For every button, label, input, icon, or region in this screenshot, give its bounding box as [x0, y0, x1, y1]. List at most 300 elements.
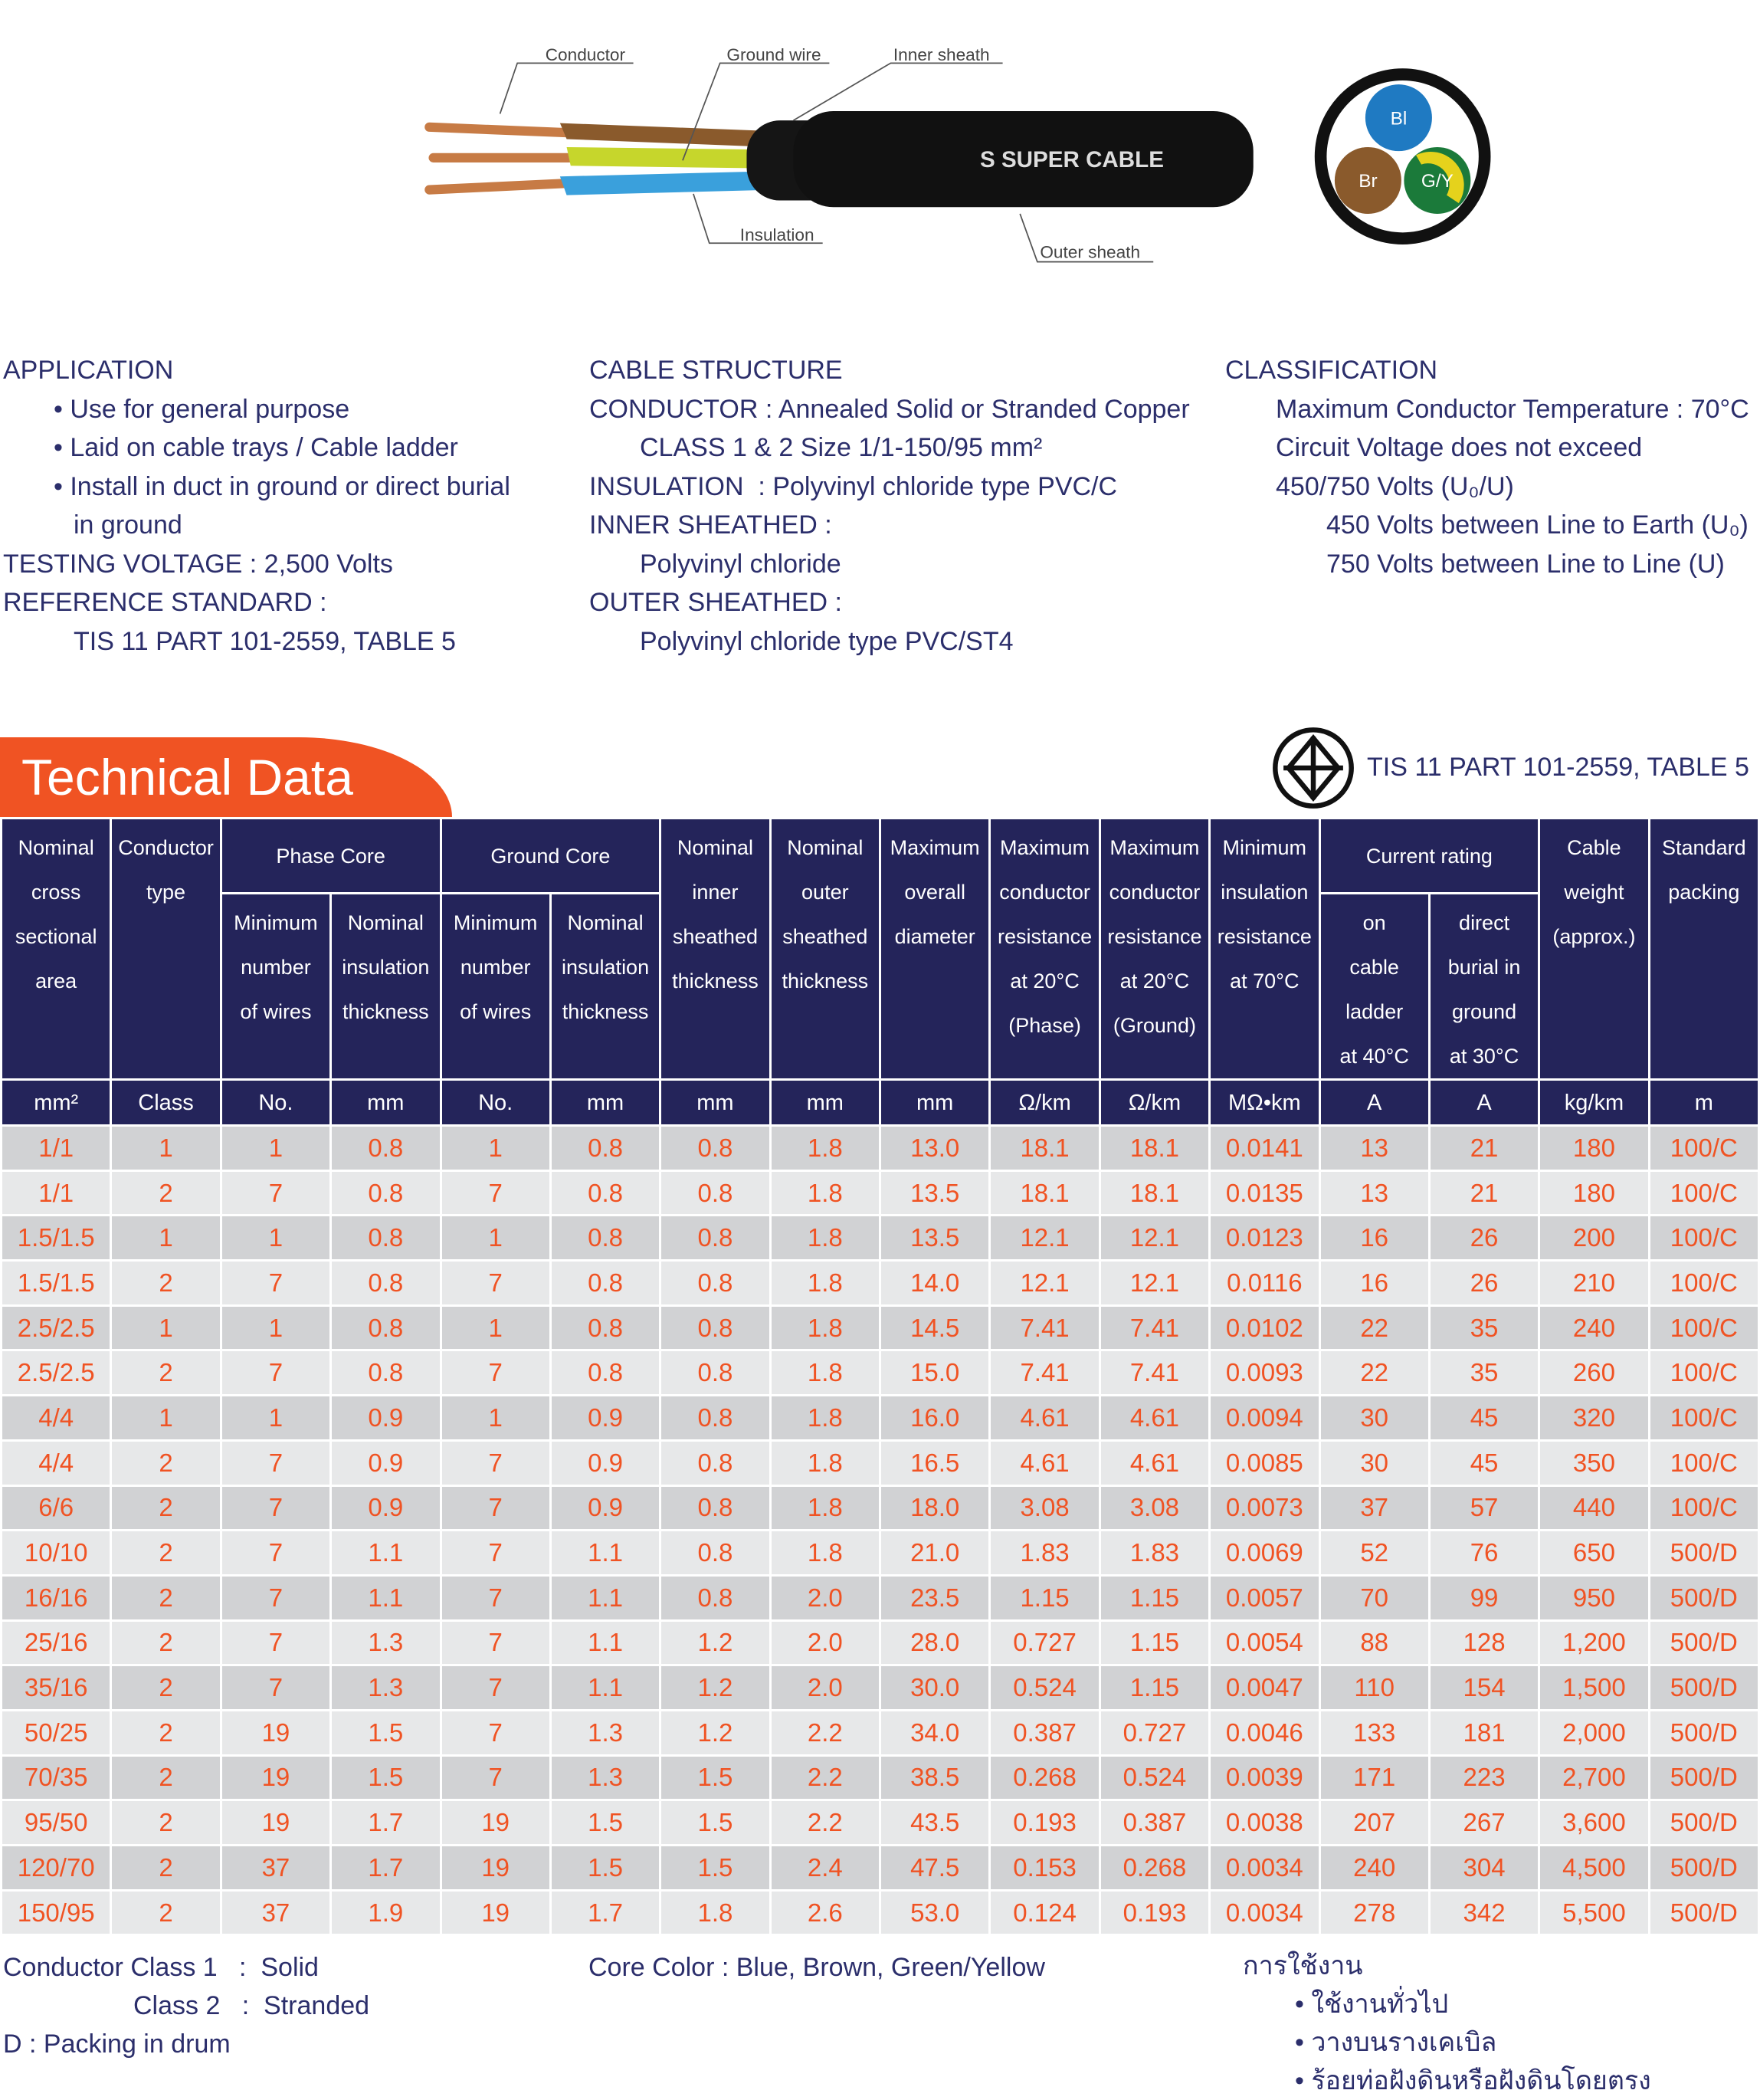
table-cell: 0.8 [660, 1170, 770, 1216]
table-cell: 0.0123 [1210, 1216, 1319, 1261]
column-unit: No. [441, 1080, 550, 1126]
column-unit: A [1319, 1080, 1429, 1126]
column-subheader: Minimum number of wires [221, 894, 330, 1080]
table-cell: 4,500 [1539, 1846, 1649, 1891]
table-cell: 18.0 [880, 1485, 990, 1531]
table-cell: 120/70 [2, 1846, 111, 1891]
table-cell: 3.08 [990, 1485, 1100, 1531]
table-cell: 1.8 [770, 1396, 880, 1441]
table-cell: 1.7 [331, 1800, 441, 1846]
table-cell: 0.8 [660, 1261, 770, 1306]
table-cell: 10/10 [2, 1531, 111, 1576]
table-cell: 260 [1539, 1350, 1649, 1396]
table-cell: 2 [111, 1575, 221, 1620]
table-cell: 45 [1429, 1440, 1539, 1485]
brand-logo: S SUPER CABLE [980, 147, 1164, 173]
core-blue: Bl [1390, 108, 1408, 130]
table-cell: 500/D [1649, 1710, 1758, 1755]
table-cell: 16 [1319, 1216, 1429, 1261]
table-cell: 1 [441, 1396, 550, 1441]
table-cell: 1 [111, 1216, 221, 1261]
table-cell: 1.5 [331, 1710, 441, 1755]
table-cell: 0.8 [550, 1170, 660, 1216]
table-cell: 7 [441, 1575, 550, 1620]
table-cell: 1.8 [770, 1531, 880, 1576]
table-cell: 1.8 [770, 1126, 880, 1171]
table-cell: 0.0046 [1210, 1710, 1319, 1755]
table-cell: 25/16 [2, 1620, 111, 1665]
table-cell: 0.8 [550, 1126, 660, 1171]
column-header: Nominal inner sheathed thickness [660, 819, 770, 1080]
table-cell: 16/16 [2, 1575, 111, 1620]
table-cell: 18.1 [1100, 1170, 1209, 1216]
table-cell: 2.6 [770, 1890, 880, 1935]
table-cell: 4.61 [1100, 1396, 1209, 1441]
table-cell: 2.5/2.5 [2, 1305, 111, 1350]
table-cell: 500/D [1649, 1620, 1758, 1665]
table-cell: 100/C [1649, 1216, 1758, 1261]
table-cell: 180 [1539, 1126, 1649, 1171]
table-cell: 13 [1319, 1170, 1429, 1216]
table-row [2, 1440, 1759, 1485]
table-cell: 19 [441, 1846, 550, 1891]
classification-line: Maximum Conductor Temperature : 70°C [1276, 394, 1749, 424]
table-cell: 0.8 [660, 1531, 770, 1576]
table-cell: 0.727 [1100, 1710, 1209, 1755]
table-cell: 0.0038 [1210, 1800, 1319, 1846]
table-cell: 0.8 [660, 1216, 770, 1261]
table-cell: 4/4 [2, 1396, 111, 1441]
table-cell: 7.41 [990, 1305, 1100, 1350]
table-cell: 0.0093 [1210, 1350, 1319, 1396]
table-cell: 12.1 [990, 1261, 1100, 1306]
table-cell: 7 [221, 1620, 330, 1665]
table-cell: 45 [1429, 1396, 1539, 1441]
classification-line: 450/750 Volts (U₀/U) [1276, 471, 1514, 501]
table-cell: 7 [221, 1170, 330, 1216]
table-cell: 2 [111, 1620, 221, 1665]
table-cell: 21.0 [880, 1531, 990, 1576]
table-cell: 22 [1319, 1305, 1429, 1350]
table-cell: 53.0 [880, 1890, 990, 1935]
table-cell: 128 [1429, 1620, 1539, 1665]
table-cell: 5,500 [1539, 1890, 1649, 1935]
application-item: • Laid on cable trays / Cable ladder [54, 433, 458, 462]
table-cell: 240 [1319, 1846, 1429, 1891]
column-unit: m [1649, 1080, 1758, 1126]
table-cell: 1.15 [1100, 1620, 1209, 1665]
table-cell: 99 [1429, 1575, 1539, 1620]
table-cell: 57 [1429, 1485, 1539, 1531]
table-cell: 0.193 [990, 1800, 1100, 1846]
column-header: Standard packing [1649, 819, 1758, 1080]
table-cell: 19 [221, 1755, 330, 1800]
label-insulation: Insulation [739, 225, 814, 244]
insulation-label: INSULATION [589, 471, 744, 501]
table-cell: 500/D [1649, 1665, 1758, 1711]
table-cell: 16.0 [880, 1396, 990, 1441]
table-cell: 1.2 [660, 1710, 770, 1755]
table-cell: 180 [1539, 1170, 1649, 1216]
table-cell: 30 [1319, 1440, 1429, 1485]
table-cell: 350 [1539, 1440, 1649, 1485]
table-cell: 0.0069 [1210, 1531, 1319, 1576]
cable-diagram [0, 0, 1760, 314]
table-cell: 7 [221, 1665, 330, 1711]
table-cell: 19 [221, 1710, 330, 1755]
outer-sheathed-value: Polyvinyl chloride type PVC/ST4 [640, 626, 1014, 656]
footer-thai-title: การใช้งาน [1243, 1951, 1363, 1980]
column-header: Phase Core [221, 819, 441, 894]
table-cell: 7 [221, 1485, 330, 1531]
table-cell: 0.524 [1100, 1755, 1209, 1800]
table-cell: 1 [441, 1305, 550, 1350]
table-cell: 2 [111, 1846, 221, 1891]
table-cell: 0.0085 [1210, 1440, 1319, 1485]
label-inner-sheath: Inner sheath [893, 44, 990, 64]
table-cell: 2.2 [770, 1710, 880, 1755]
table-cell: 1 [221, 1396, 330, 1441]
table-cell: 95/50 [2, 1800, 111, 1846]
table-cell: 0.8 [660, 1126, 770, 1171]
table-cell: 38.5 [880, 1755, 990, 1800]
table-cell: 0.8 [331, 1261, 441, 1306]
table-cell: 0.0054 [1210, 1620, 1319, 1665]
table-cell: 0.9 [331, 1396, 441, 1441]
table-cell: 34.0 [880, 1710, 990, 1755]
table-cell: 0.8 [550, 1261, 660, 1306]
table-cell: 4.61 [990, 1396, 1100, 1441]
table-cell: 0.8 [660, 1350, 770, 1396]
table-cell: 7 [221, 1575, 330, 1620]
table-cell: 1 [221, 1216, 330, 1261]
table-cell: 14.0 [880, 1261, 990, 1306]
table-cell: 1.2 [660, 1665, 770, 1711]
table-cell: 1,500 [1539, 1665, 1649, 1711]
table-cell: 2.4 [770, 1846, 880, 1891]
table-cell: 50/25 [2, 1710, 111, 1755]
application-item: • Use for general purpose [54, 394, 350, 424]
reference-standard-title: REFERENCE STANDARD : [3, 588, 327, 617]
table-cell: 500/D [1649, 1800, 1758, 1846]
label-outer-sheath: Outer sheath [1040, 242, 1141, 262]
table-row [2, 1170, 1759, 1216]
table-cell: 28.0 [880, 1620, 990, 1665]
table-cell: 0.8 [660, 1440, 770, 1485]
table-cell: 1.5 [331, 1755, 441, 1800]
table-cell: 1.15 [990, 1575, 1100, 1620]
table-cell: 7 [221, 1350, 330, 1396]
table-cell: 14.5 [880, 1305, 990, 1350]
table-cell: 15.0 [880, 1350, 990, 1396]
table-cell: 1.1 [550, 1665, 660, 1711]
table-cell: 0.193 [1100, 1890, 1209, 1935]
table-cell: 1.2 [660, 1620, 770, 1665]
column-header: Nominal cross sectional area [2, 819, 111, 1080]
table-cell: 100/C [1649, 1350, 1758, 1396]
table-cell: 7 [441, 1710, 550, 1755]
table-cell: 1.5 [660, 1755, 770, 1800]
table-cell: 3.08 [1100, 1485, 1209, 1531]
table-cell: 16 [1319, 1261, 1429, 1306]
table-cell: 0.8 [660, 1396, 770, 1441]
table-cell: 1/1 [2, 1126, 111, 1171]
table-row [2, 1665, 1759, 1711]
tis-standard-label: TIS 11 PART 101-2559, TABLE 5 [1367, 753, 1749, 782]
table-cell: 7 [221, 1261, 330, 1306]
table-cell: 47.5 [880, 1846, 990, 1891]
table-cell: 2,000 [1539, 1710, 1649, 1755]
core-green-yellow: G/Y [1421, 171, 1454, 192]
column-subheader: on cable ladder at 40°C [1319, 894, 1429, 1080]
table-cell: 1 [221, 1126, 330, 1171]
conductor-label: CONDUCTOR : [589, 394, 773, 424]
table-cell: 1.5 [660, 1846, 770, 1891]
table-cell: 30.0 [880, 1665, 990, 1711]
table-cell: 1.1 [550, 1531, 660, 1576]
column-header: Cable weight (approx.) [1539, 819, 1649, 1080]
table-cell: 18.1 [1100, 1126, 1209, 1171]
tis-logo-icon [1272, 727, 1355, 809]
table-cell: 35 [1429, 1305, 1539, 1350]
table-cell: 500/D [1649, 1846, 1758, 1891]
column-header: Minimum insulation resistance at 70°C [1210, 819, 1319, 1080]
table-cell: 0.8 [550, 1350, 660, 1396]
table-cell: 0.0039 [1210, 1755, 1319, 1800]
table-cell: 500/D [1649, 1890, 1758, 1935]
classification-title: CLASSIFICATION [1225, 356, 1438, 385]
table-cell: 88 [1319, 1620, 1429, 1665]
cable-illustration [429, 111, 1253, 207]
table-cell: 0.0034 [1210, 1890, 1319, 1935]
table-cell: 21 [1429, 1170, 1539, 1216]
table-cell: 2 [111, 1531, 221, 1576]
table-cell: 0.8 [660, 1485, 770, 1531]
table-cell: 1 [221, 1305, 330, 1350]
table-row [2, 1350, 1759, 1396]
column-unit: Ω/km [1100, 1080, 1209, 1126]
footer-class1: Conductor Class 1 : Solid [3, 1953, 319, 1982]
table-cell: 440 [1539, 1485, 1649, 1531]
table-cell: 76 [1429, 1531, 1539, 1576]
cable-structure-section [589, 351, 1190, 661]
reference-standard-value: TIS 11 PART 101-2559, TABLE 5 [74, 626, 456, 656]
column-unit: kg/km [1539, 1080, 1649, 1126]
table-row [2, 1485, 1759, 1531]
classification-subline: 750 Volts between Line to Line (U) [1326, 549, 1725, 579]
table-cell: 0.0135 [1210, 1170, 1319, 1216]
table-cell: 2 [111, 1485, 221, 1531]
table-row [2, 1575, 1759, 1620]
table-cell: 1.7 [550, 1890, 660, 1935]
application-section [3, 351, 510, 661]
table-cell: 0.9 [550, 1396, 660, 1441]
table-cell: 1.8 [770, 1261, 880, 1306]
table-cell: 7 [441, 1170, 550, 1216]
table-cell: 1 [111, 1396, 221, 1441]
table-cell: 1.3 [550, 1710, 660, 1755]
table-cell: 52 [1319, 1531, 1429, 1576]
table-cell: 37 [221, 1846, 330, 1891]
table-cell: 1.5 [550, 1846, 660, 1891]
column-unit: Ω/km [990, 1080, 1100, 1126]
table-cell: 1.1 [550, 1575, 660, 1620]
table-cell: 1.3 [331, 1665, 441, 1711]
table-cell: 7 [441, 1620, 550, 1665]
table-cell: 0.8 [331, 1305, 441, 1350]
conductor-class: CLASS 1 & 2 Size 1/1-150/95 mm² [640, 433, 1043, 462]
table-cell: 0.727 [990, 1620, 1100, 1665]
table-row [2, 1800, 1759, 1846]
table-cell: 171 [1319, 1755, 1429, 1800]
table-row [2, 1126, 1759, 1171]
table-cell: 0.0116 [1210, 1261, 1319, 1306]
table-cell: 0.9 [331, 1485, 441, 1531]
table-cell: 1.8 [770, 1305, 880, 1350]
table-cell: 100/C [1649, 1305, 1758, 1350]
column-subheader: Nominal insulation thickness [550, 894, 660, 1080]
table-cell: 4.61 [990, 1440, 1100, 1485]
table-cell: 2,700 [1539, 1755, 1649, 1800]
table-cell: 37 [221, 1890, 330, 1935]
column-unit: mm² [2, 1080, 111, 1126]
table-cell: 950 [1539, 1575, 1649, 1620]
table-cell: 7 [441, 1755, 550, 1800]
table-cell: 342 [1429, 1890, 1539, 1935]
table-row [2, 1531, 1759, 1576]
outer-sheathed-label: OUTER SHEATHED : [589, 588, 842, 617]
table-cell: 1.3 [550, 1755, 660, 1800]
table-cell: 2.0 [770, 1665, 880, 1711]
table-cell: 133 [1319, 1710, 1429, 1755]
table-row [2, 1620, 1759, 1665]
table-cell: 1.8 [770, 1485, 880, 1531]
table-cell: 100/C [1649, 1261, 1758, 1306]
table-cell: 0.9 [331, 1440, 441, 1485]
table-cell: 500/D [1649, 1531, 1758, 1576]
table-cell: 2 [111, 1665, 221, 1711]
table-cell: 1.8 [770, 1170, 880, 1216]
table-cell: 13.5 [880, 1216, 990, 1261]
insulation-value: : Polyvinyl chloride type PVC/C [758, 471, 1118, 501]
table-cell: 0.8 [331, 1216, 441, 1261]
table-cell: 1.5/1.5 [2, 1261, 111, 1306]
label-ground-wire: Ground wire [726, 44, 821, 64]
table-cell: 2.0 [770, 1575, 880, 1620]
table-cell: 2 [111, 1440, 221, 1485]
table-cell: 0.0094 [1210, 1396, 1319, 1441]
table-cell: 1.8 [770, 1440, 880, 1485]
table-cell: 2 [111, 1350, 221, 1396]
table-cell: 37 [1319, 1485, 1429, 1531]
table-cell: 2 [111, 1800, 221, 1846]
table-cell: 2.5/2.5 [2, 1350, 111, 1396]
table-cell: 0.387 [990, 1710, 1100, 1755]
column-header: Current rating [1319, 819, 1539, 894]
table-cell: 240 [1539, 1305, 1649, 1350]
column-unit: Class [111, 1080, 221, 1126]
table-cell: 0.124 [990, 1890, 1100, 1935]
table-cell: 1.5 [660, 1800, 770, 1846]
table-cell: 70 [1319, 1575, 1429, 1620]
table-cell: 1 [111, 1305, 221, 1350]
table-cell: 2 [111, 1755, 221, 1800]
table-cell: 181 [1429, 1710, 1539, 1755]
table-cell: 12.1 [1100, 1261, 1209, 1306]
table-cell: 1.8 [770, 1216, 880, 1261]
table-cell: 278 [1319, 1890, 1429, 1935]
table-cell: 7 [441, 1440, 550, 1485]
table-cell: 7.41 [1100, 1305, 1209, 1350]
table-cell: 1.8 [660, 1890, 770, 1935]
column-unit: MΩ•km [1210, 1080, 1319, 1126]
table-cell: 207 [1319, 1800, 1429, 1846]
table-cell: 1.8 [770, 1350, 880, 1396]
table-cell: 0.0073 [1210, 1485, 1319, 1531]
table-cell: 30 [1319, 1396, 1429, 1441]
table-cell: 0.268 [990, 1755, 1100, 1800]
table-cell: 2 [111, 1261, 221, 1306]
table-cell: 223 [1429, 1755, 1539, 1800]
table-cell: 7 [441, 1261, 550, 1306]
table-cell: 7.41 [1100, 1350, 1209, 1396]
table-cell: 1 [441, 1216, 550, 1261]
table-cell: 1.1 [550, 1620, 660, 1665]
table-cell: 0.0057 [1210, 1575, 1319, 1620]
column-unit: mm [880, 1080, 990, 1126]
table-row [2, 1846, 1759, 1891]
column-unit: mm [550, 1080, 660, 1126]
table-cell: 12.1 [1100, 1216, 1209, 1261]
table-cell: 1.9 [331, 1890, 441, 1935]
table-cell: 1/1 [2, 1170, 111, 1216]
table-cell: 1.83 [990, 1531, 1100, 1576]
table-cell: 70/35 [2, 1755, 111, 1800]
footer-packing: D : Packing in drum [3, 2029, 231, 2059]
table-cell: 7 [441, 1485, 550, 1531]
table-cell: 4/4 [2, 1440, 111, 1485]
table-cell: 0.8 [660, 1575, 770, 1620]
table-cell: 19 [221, 1800, 330, 1846]
cable-cross-section [1315, 68, 1491, 244]
application-item: • Install in duct in ground or direct burial [54, 471, 510, 501]
table-cell: 1.5/1.5 [2, 1216, 111, 1261]
table-cell: 0.8 [660, 1305, 770, 1350]
table-cell: 2.0 [770, 1620, 880, 1665]
column-unit: mm [770, 1080, 880, 1126]
table-cell: 0.8 [331, 1170, 441, 1216]
table-cell: 0.0141 [1210, 1126, 1319, 1171]
technical-data-title: Technical Data [21, 749, 353, 806]
column-unit: No. [221, 1080, 330, 1126]
table-cell: 100/C [1649, 1440, 1758, 1485]
table-cell: 0.153 [990, 1846, 1100, 1891]
table-row [2, 1710, 1759, 1755]
table-cell: 100/C [1649, 1485, 1758, 1531]
table-cell: 0.8 [331, 1350, 441, 1396]
table-cell: 0.9 [550, 1485, 660, 1531]
table-cell: 0.268 [1100, 1846, 1209, 1891]
table-cell: 35/16 [2, 1665, 111, 1711]
core-brown: Br [1359, 171, 1378, 192]
footer-core-color: Core Color : Blue, Brown, Green/Yellow [588, 1953, 1045, 1982]
table-cell: 26 [1429, 1216, 1539, 1261]
table-row [2, 1755, 1759, 1800]
table-cell: 13 [1319, 1126, 1429, 1171]
classification-subline: 450 Volts between Line to Earth (U₀) [1326, 510, 1749, 540]
table-cell: 2 [111, 1170, 221, 1216]
table-cell: 320 [1539, 1396, 1649, 1441]
